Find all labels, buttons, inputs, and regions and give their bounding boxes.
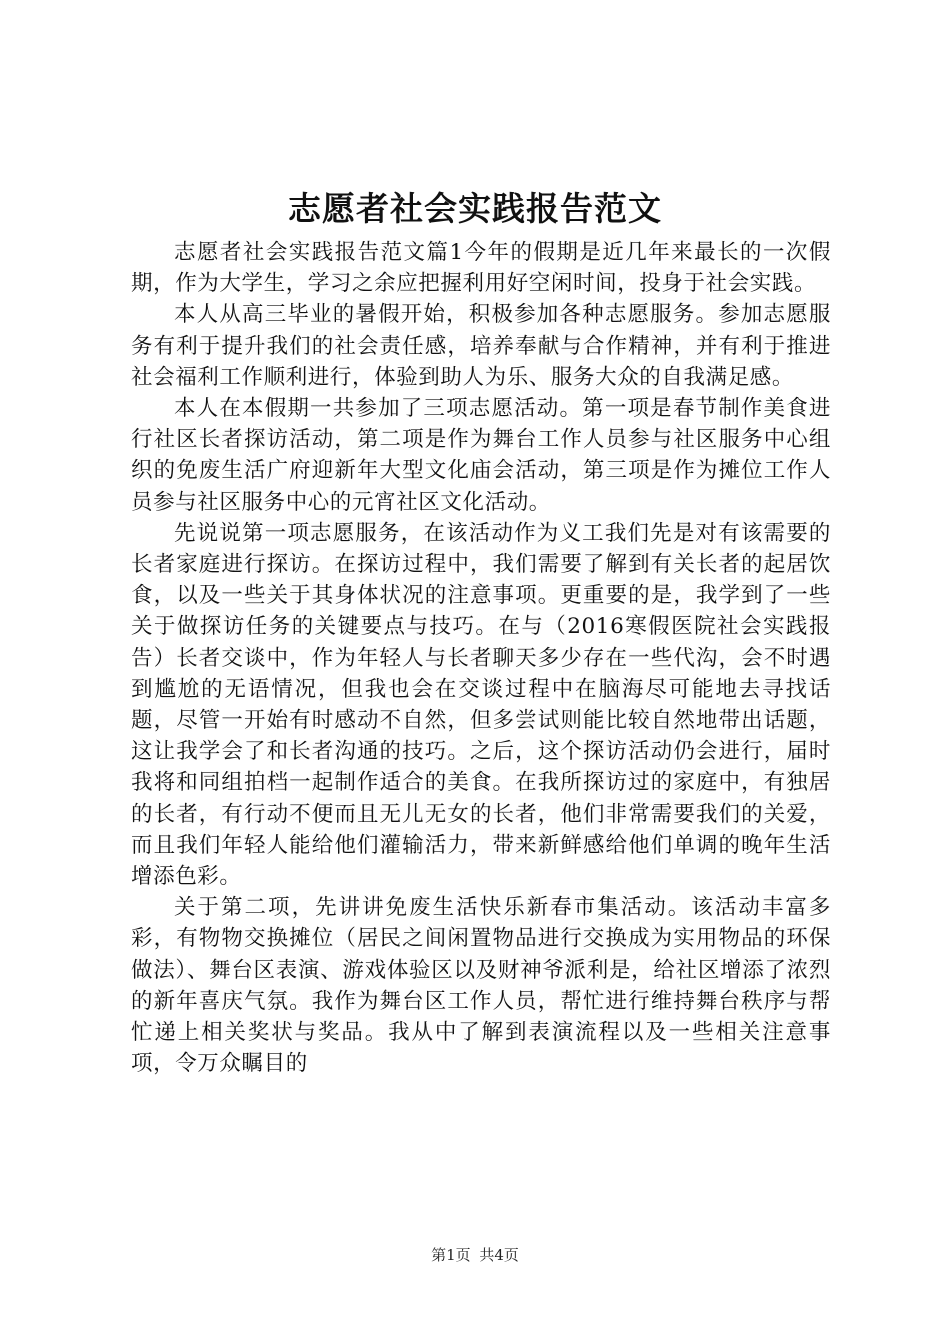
paragraph-4: 先说说第一项志愿服务，在该活动作为义工我们先是对有该需要的长者家庭进行探访。在探访过程中，我们需要了解到有关长者的起居饮食，以及一些关于其身体状况的注意事项。更重要的是，我学到了一些关于做探访任务的关键要点与技巧。在与（2016寒假医院社会实践报告）长者交谈中，作为年轻人与长者聊天多少存在一些代沟，会不时遇到尴尬的无语情况，但我也会在交谈过程中在脑海尽可能地去寻找话题，尽管一开始有时感动不自然，但多尝试则能比较自然地带出话题，这让我学会了和长者沟通的技巧。之后，这个探访活动仍会进行，届时我将和同组拍档一起制作适合的美食。在我所探访过的家庭中，有独居的长者，有行动不便而且无儿无女的长者，他们非常需要我们的关爱，而且我们年轻人能给他们灌输活力，带来新鲜感给他们单调的晚年生活增添色彩。 (131, 520, 831, 890)
page-footer (0, 1245, 950, 1265)
document-body (131, 237, 831, 1079)
paragraph-1: 志愿者社会实践报告范文篇1今年的假期是近几年来最长的一次假期，作为大学生，学习之余应把握利用好空闲时间，投身于社会实践。 (131, 240, 831, 297)
paragraph-3: 本人在本假期一共参加了三项志愿活动。第一项是春节制作美食进行社区长者探访活动，第二项是作为舞台工作人员参与社区服务中心组织的免废生活广府迎新年大型文化庙会活动，第三项是作为摊位工作人员参与社区服务中心的元宵社区文化活动。 (131, 396, 831, 515)
page-number: 第1页 (431, 1246, 471, 1264)
paragraph-5: 关于第二项，先讲讲免废生活快乐新春市集活动。该活动丰富多彩，有物物交换摊位（居民之间闲置物品进行交换成为实用物品的环保做法）、舞台区表演、游戏体验区以及财神爷派利是，给社区增添了浓烈的新年喜庆气氛。我作为舞台区工作人员，帮忙进行维持舞台秩序与帮忙递上相关奖状与奖品。我从中了解到表演流程以及一些相关注意事项，令万众瞩目的 (131, 895, 831, 1077)
document-title: 志愿者社会实践报告范文 (288, 189, 662, 228)
page-total: 共4页 (479, 1246, 519, 1264)
paragraph-2: 本人从高三毕业的暑假开始，积极参加各种志愿服务。参加志愿服务有利于提升我们的社会责任感，培养奉献与合作精神，并有利于推进社会福利工作顺利进行，体验到助人为乐、服务大众的自我满足感。 (131, 302, 831, 390)
